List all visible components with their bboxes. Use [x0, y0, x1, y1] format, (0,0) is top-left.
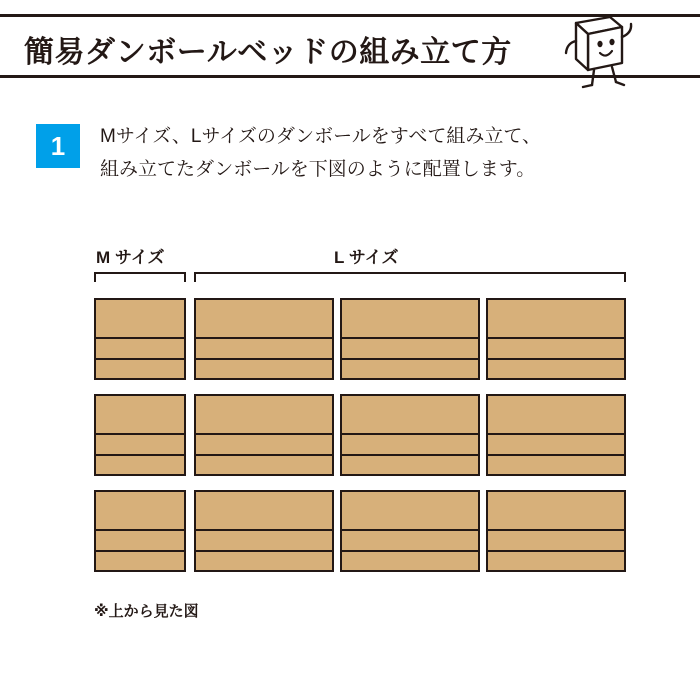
cardboard-character-icon — [560, 11, 636, 89]
bracket-l-size — [194, 272, 626, 282]
box-l-r1-c3 — [486, 298, 626, 380]
box-seam — [342, 433, 478, 435]
box-l-r1-c1 — [194, 298, 334, 380]
box-l-r2-c1 — [194, 394, 334, 476]
box-seam — [488, 529, 624, 531]
box-l-r3-c3 — [486, 490, 626, 572]
step-instruction-text — [100, 120, 680, 187]
box-seam — [96, 454, 184, 456]
box-seam — [196, 454, 332, 456]
box-l-r3-c2 — [340, 490, 480, 572]
box-seam — [488, 433, 624, 435]
box-seam — [196, 550, 332, 552]
step-number-badge: 1 — [36, 124, 80, 168]
box-seam — [96, 358, 184, 360]
box-seam — [488, 550, 624, 552]
box-seam — [342, 337, 478, 339]
box-layout-diagram — [94, 298, 626, 588]
bracket-m-size — [94, 272, 186, 282]
box-m-r3 — [94, 490, 186, 572]
box-seam — [488, 454, 624, 456]
label-l-size: L サイズ — [334, 248, 399, 267]
box-l-r3-c1 — [194, 490, 334, 572]
box-seam — [488, 358, 624, 360]
box-seam — [196, 337, 332, 339]
box-seam — [342, 358, 478, 360]
box-seam — [196, 529, 332, 531]
diagram-note: ※上から見た図 — [94, 603, 199, 620]
step-instruction-line-1: Mサイズ、Lサイズのダンボールをすべて組み立て、 — [100, 126, 541, 147]
box-seam — [96, 337, 184, 339]
box-l-r2-c3 — [486, 394, 626, 476]
page-title: 簡易ダンボールベッドの組み立て方 — [24, 36, 512, 69]
step-instruction-line-2: 組み立てたダンボールを下図のように配置します。 — [100, 159, 536, 181]
box-seam — [342, 550, 478, 552]
box-seam — [196, 358, 332, 360]
box-seam — [196, 433, 332, 435]
box-m-r2 — [94, 394, 186, 476]
box-l-r1-c2 — [340, 298, 480, 380]
box-seam — [96, 550, 184, 552]
header-banner — [0, 14, 700, 78]
label-m-size: M サイズ — [96, 248, 165, 267]
box-m-r1 — [94, 298, 186, 380]
box-l-r2-c2 — [340, 394, 480, 476]
box-seam — [488, 337, 624, 339]
box-seam — [342, 529, 478, 531]
box-seam — [342, 454, 478, 456]
box-seam — [96, 433, 184, 435]
box-seam — [96, 529, 184, 531]
